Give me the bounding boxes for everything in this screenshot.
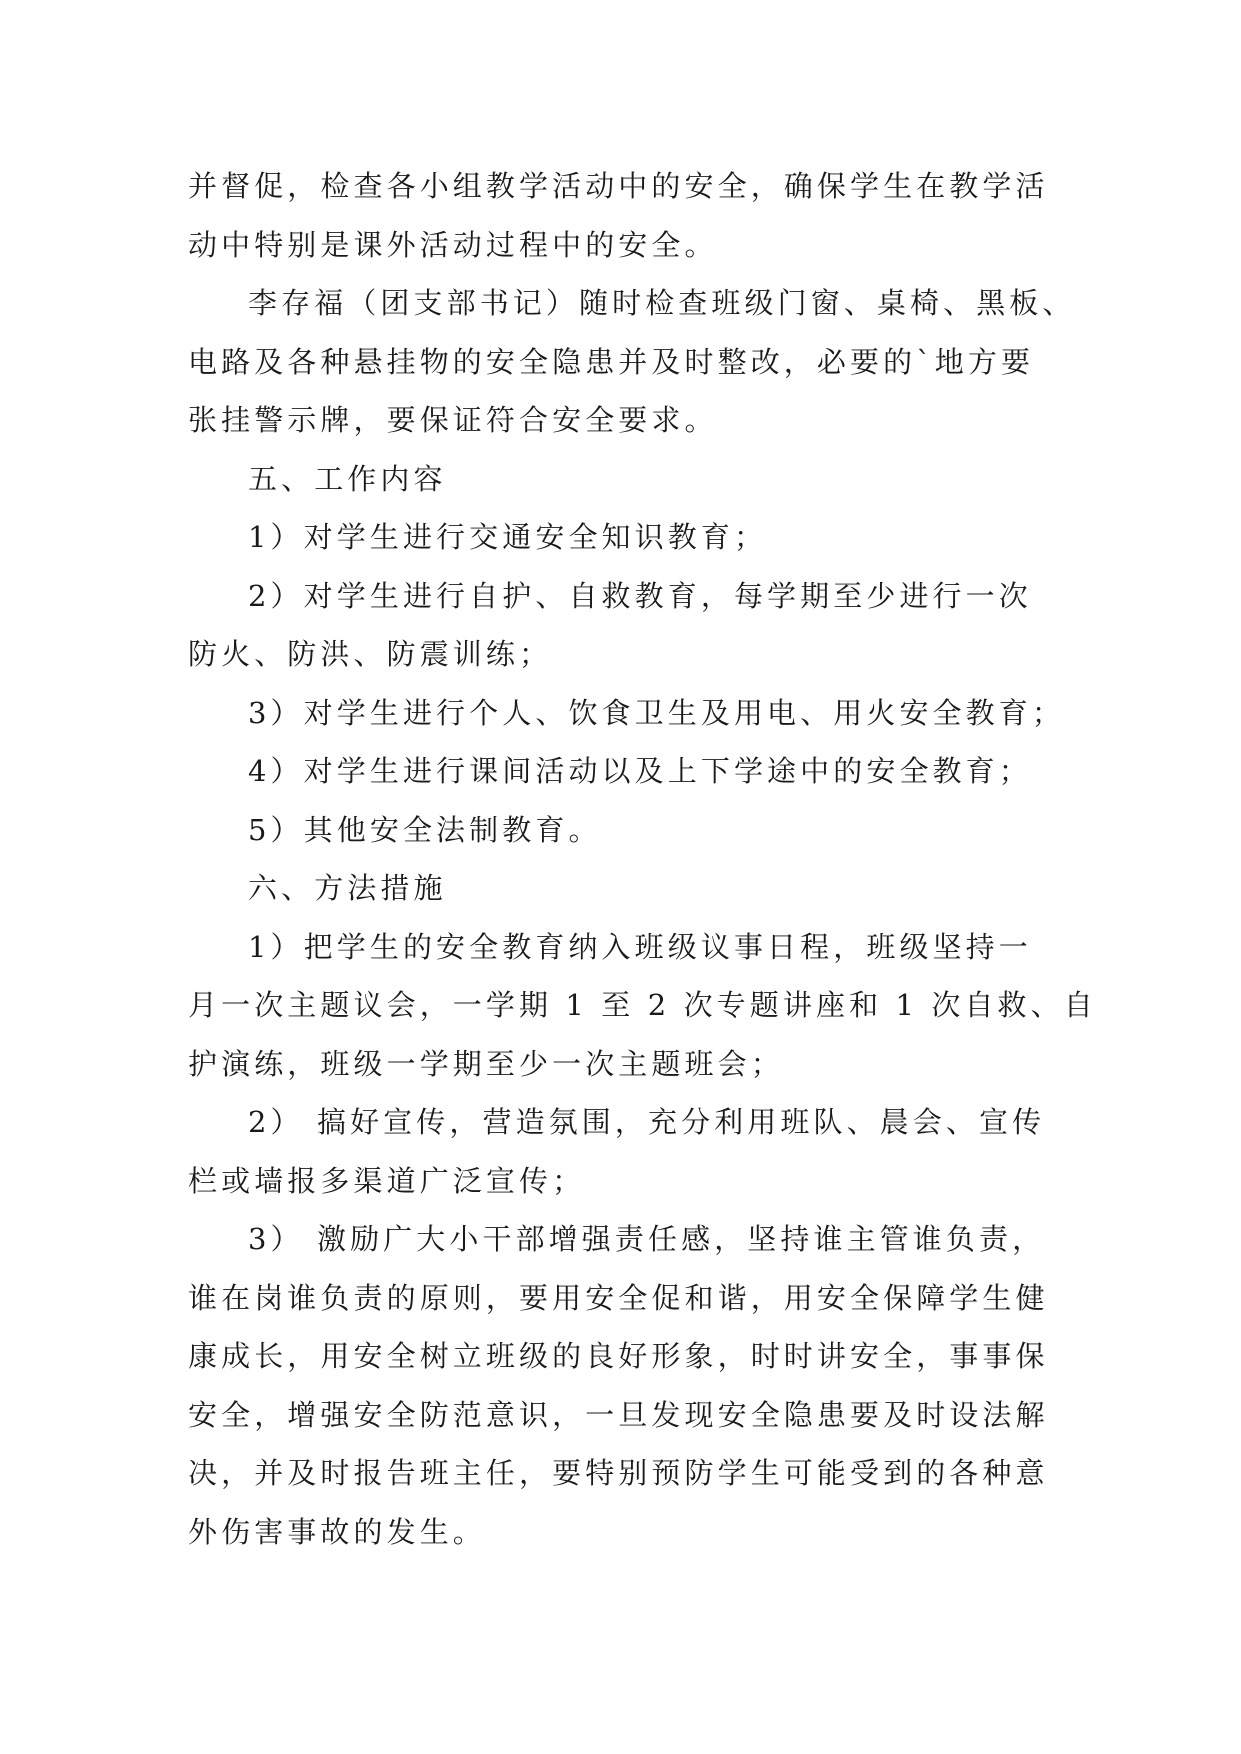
paragraph bbox=[188, 1210, 1058, 1561]
text-line: 李存福（团支部书记）随时检查班级门窗、桌椅、黑板、 bbox=[248, 286, 1076, 320]
text-line: 栏或墙报多渠道广泛宣传； bbox=[188, 1163, 586, 1198]
text-line: 1）对学生进行交通安全知识教育； bbox=[248, 520, 768, 554]
paragraph bbox=[188, 274, 1076, 450]
text-line: 谁在岗谁负责的原则，要用安全促和谐，用安全保障学生健 bbox=[188, 1280, 1049, 1315]
text-line: 并督促，检查各小组教学活动中的安全，确保学生在教学活 bbox=[188, 169, 1049, 203]
text-line: 张挂警示牌，要保证符合安全要求。 bbox=[188, 403, 718, 437]
text-line: 4）对学生进行课间活动以及上下学途中的安全教育； bbox=[248, 754, 1032, 788]
paragraph bbox=[188, 567, 1058, 684]
text-line: 电路及各种悬挂物的安全隐患并及时整改，必要的`地方要 bbox=[188, 344, 1035, 379]
text-line: 康成长，用安全树立班级的良好形象，时时讲安全，事事保 bbox=[188, 1339, 1049, 1373]
paragraph bbox=[188, 157, 1058, 274]
text-line: 5）其他安全法制教育。 bbox=[248, 812, 602, 847]
text-line: 外伤害事故的发生。 bbox=[188, 1514, 486, 1549]
text-line: 护演练，班级一学期至少一次主题班会； bbox=[188, 1046, 784, 1081]
paragraph bbox=[188, 801, 1058, 860]
text-line: 2）对学生进行自护、自救教育，每学期至少进行一次 bbox=[248, 578, 1032, 613]
paragraph bbox=[188, 1093, 1058, 1210]
paragraph bbox=[188, 918, 1097, 1094]
text-line: 安全，增强安全防范意识，一旦发现安全隐患要及时设法解 bbox=[188, 1397, 1049, 1432]
text-line: 3）对学生进行个人、饮食卫生及用电、用火安全教育； bbox=[248, 695, 1065, 730]
paragraph bbox=[188, 508, 1058, 567]
text-line: 月一次主题议会，一学期 1 至 2 次专题讲座和 1 次自救、自 bbox=[188, 988, 1097, 1022]
document-body bbox=[188, 157, 1097, 1561]
text-line: 动中特别是课外活动过程中的安全。 bbox=[188, 227, 718, 262]
text-line: 2） 搞好宣传，营造氛围，充分利用班队、晨会、宣传 bbox=[248, 1105, 1046, 1139]
text-line: 五、工作内容 bbox=[248, 461, 447, 496]
text-line: 防火、防洪、防震训练； bbox=[188, 637, 553, 671]
text-line: 决，并及时报告班主任，要特别预防学生可能受到的各种意 bbox=[188, 1456, 1049, 1490]
text-line: 1）把学生的安全教育纳入班级议事日程，班级坚持一 bbox=[248, 929, 1032, 964]
paragraph bbox=[188, 684, 1065, 743]
paragraph bbox=[188, 450, 1058, 509]
text-line: 六、方法措施 bbox=[248, 871, 447, 905]
paragraph bbox=[188, 742, 1058, 801]
text-line: 3） 激励广大小干部增强责任感，坚持谁主管谁负责， bbox=[248, 1222, 1046, 1256]
paragraph bbox=[188, 859, 1058, 918]
